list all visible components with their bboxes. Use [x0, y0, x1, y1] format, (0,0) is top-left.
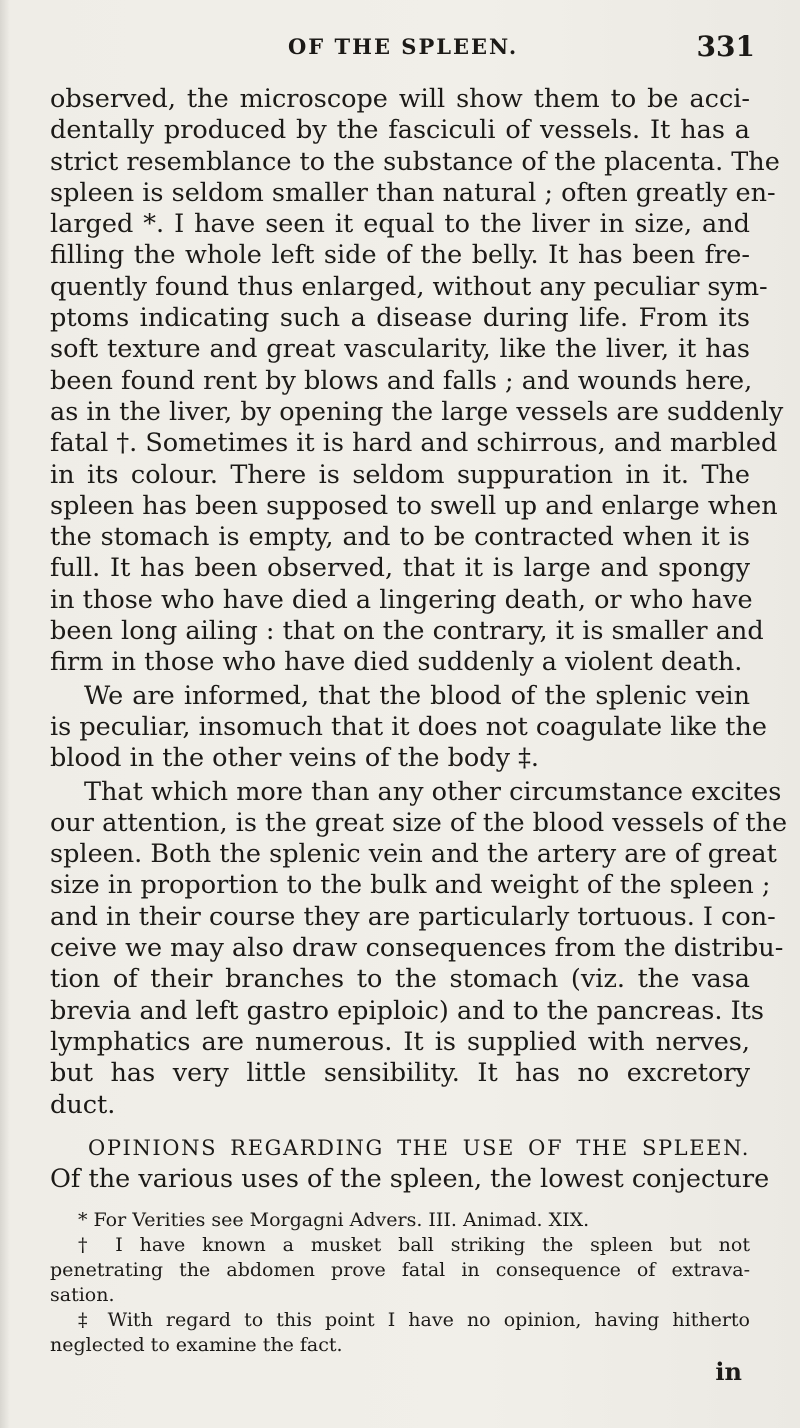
text-line: blood in the other veins of the body ‡. — [50, 743, 539, 774]
text-line: We are informed, that the blood of the splenic vein — [84, 680, 750, 711]
text-line: filling the whole left side of the belly. It has been fre- — [50, 240, 750, 271]
text-line: in its colour. There is seldom suppuration in it. The — [50, 459, 750, 490]
paragraph-1 — [50, 84, 784, 679]
text-line: spleen is seldom smaller than natural ; often greatly en- — [50, 177, 776, 208]
text-line: soft texture and great vascularity, like the liver, it has — [50, 334, 750, 365]
text-line: ceive we may also draw consequences from the distribu- — [50, 933, 784, 964]
text-line: spleen. Both the splenic vein and the artery are of great — [50, 839, 777, 870]
footnote-2-line: sation. — [50, 1284, 115, 1306]
text-line: That which more than any other circumstance excites — [84, 776, 782, 807]
text-line: full. It has been observed, that it is large and spongy — [50, 553, 750, 584]
text-line: larged *. I have seen it equal to the liver in size, and — [50, 209, 750, 240]
text-line: duct. — [50, 1089, 116, 1120]
paragraph-2 — [50, 681, 750, 712]
text-line: dentally produced by the fasciculi of vessels. It has a — [50, 115, 750, 146]
text-line: fatal †. Sometimes it is hard and schirrous, and marbled — [50, 428, 778, 459]
text-line: tion of their branches to the stomach (viz. the vasa — [50, 964, 750, 995]
footnote-3-line: ‡ With regard to this point I have no opinion, having hitherto — [78, 1309, 750, 1331]
text-line: ptoms indicating such a disease during life. From its — [50, 303, 750, 334]
footnote-2-line: penetrating the abdomen prove fatal in consequence of extrava- — [50, 1259, 750, 1281]
paragraph-2-cont — [50, 711, 767, 775]
catchword: in — [715, 1357, 742, 1386]
text-line: Of the various uses of the spleen, the lowest conjecture — [50, 1164, 770, 1195]
text-line: strict resemblance to the substance of the placenta. The — [50, 146, 780, 177]
text-line: as in the liver, by opening the large vessels are suddenly — [50, 396, 784, 427]
text-line: lymphatics are numerous. It is supplied with nerves, — [50, 1026, 750, 1057]
text-line: observed, the microscope will show them to be acci- — [50, 84, 750, 114]
text-line: firm in those who have died suddenly a violent death. — [50, 647, 743, 678]
page-number: 331 — [696, 30, 755, 63]
footnote-3-line: neglected to examine the fact. — [50, 1334, 343, 1356]
footnotes — [50, 1208, 750, 1358]
text-line: is peculiar, insomuch that it does not coagulate like the — [50, 711, 767, 742]
text-line: in those who have died a lingering death, or who have — [50, 584, 753, 615]
footnote-1: * For Verities see Morgagni Advers. III. Animad. XIX. — [78, 1209, 590, 1231]
text-line: quently found thus enlarged, without any peculiar sym- — [50, 271, 768, 302]
text-line: been long ailing : that on the contrary, it is smaller and — [50, 616, 764, 647]
paragraph-3-cont — [50, 807, 788, 1121]
text-line: brevia and left gastro epiploic) and to the pancreas. Its — [50, 995, 765, 1026]
text-line: and in their course they are particularly tortuous. I con- — [50, 901, 776, 932]
paragraph-3 — [50, 776, 782, 808]
page-header — [50, 30, 755, 70]
text-line: been found rent by blows and falls ; and wounds here, — [50, 365, 753, 396]
text-line: size in proportion to the bulk and weight of the spleen ; — [50, 870, 771, 901]
text-line: spleen has been supposed to swell up and enlarge when — [50, 490, 778, 521]
section-heading: OPINIONS REGARDING THE USE OF THE SPLEEN. — [88, 1135, 750, 1160]
text-line: the stomach is empty, and to be contracted when it is — [50, 522, 750, 553]
body-text — [50, 84, 788, 1195]
text-line: but has very little sensibility. It has no excretory — [50, 1058, 750, 1089]
text-line: our attention, is the great size of the blood vessels of the — [50, 807, 788, 838]
footnote-2-line: † I have known a musket ball striking the spleen but not — [78, 1234, 750, 1256]
running-head: OF THE SPLEEN. — [288, 34, 519, 59]
